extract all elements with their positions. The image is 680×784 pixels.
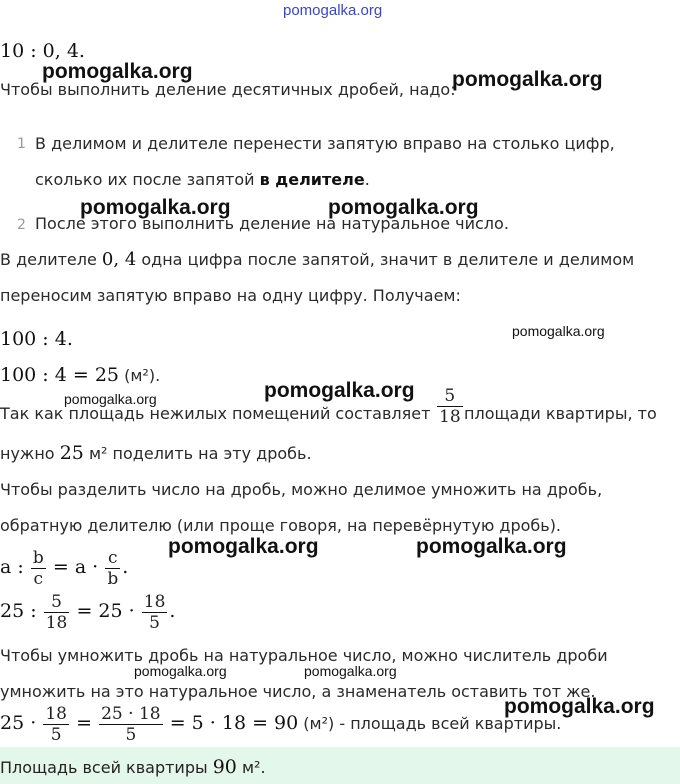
watermark: pomogalka.org: [304, 663, 397, 679]
math-line-1: 10 : 0, 4.: [0, 40, 85, 62]
fraction: $\frac{5}{18}$: [439, 386, 461, 427]
paragraph: переносим запятую вправо на одну цифру. Получаем:: [0, 286, 461, 305]
list-number: 1: [17, 136, 26, 152]
watermark: pomogalka.org: [168, 535, 319, 558]
paragraph: нужно 25 м² поделить на эту дробь.: [0, 442, 312, 464]
watermark: pomogalka.org: [42, 60, 193, 83]
watermark: pomogalka.org: [64, 391, 157, 407]
paragraph: умножить на это натуральное число, а знаменатель оставить тот же.: [0, 682, 596, 701]
watermark-top: pomogalka.org: [283, 2, 383, 19]
list-number: 2: [17, 217, 26, 233]
watermark: pomogalka.org: [264, 379, 415, 402]
answer-box: [0, 747, 680, 784]
formula-division: 25 : $\frac{5}{18}$ = 25 · $\frac{18}{5}$ .: [0, 592, 176, 633]
watermark: pomogalka.org: [328, 196, 479, 219]
paragraph: Чтобы умножить дробь на натуральное число, можно числитель дроби: [0, 646, 608, 665]
math-line: 100 : 4 = 25 (м²).: [0, 364, 161, 386]
paragraph: площади квартиры, то: [464, 404, 657, 423]
watermark: pomogalka.org: [504, 695, 655, 718]
paragraph: Так как площадь нежилых помещений составляет: [0, 404, 431, 423]
paragraph: В делителе 0, 4 одна цифра после запятой, значит в делителе и делимом: [0, 249, 635, 270]
paragraph: Чтобы разделить число на дробь, можно делимое умножить на дробь,: [0, 480, 603, 499]
formula-result: 25 · $\frac{18}{5}$ = $\frac{25 \cdot 18}{5}$ = 5 · 18 = 90 (м²) - площадь всей квартиры.: [0, 704, 562, 745]
bold-text: в делителе: [259, 170, 365, 189]
paragraph: Чтобы выполнить деление десятичных дробей, надо:: [0, 80, 456, 99]
list-item-text: В делимом и делителе перенести запятую вправо на столько цифр,: [35, 134, 615, 153]
watermark: pomogalka.org: [80, 196, 231, 219]
formula-general: a : $\frac{b}{c}$ = a · $\frac{c}{b}$ .: [0, 548, 129, 589]
paragraph: обратную делителю (или проще говоря, на перевёрнутую дробь).: [0, 516, 562, 535]
answer-text: Площадь всей квартиры 90 м².: [0, 756, 266, 778]
math-line: 100 : 4.: [0, 328, 73, 350]
watermark: pomogalka.org: [134, 663, 227, 679]
list-item-text: сколько их после запятой в делителе.: [35, 170, 370, 189]
watermark: pomogalka.org: [512, 323, 605, 339]
watermark: pomogalka.org: [416, 535, 567, 558]
list-item-text: После этого выполнить деление на натуральное число.: [35, 214, 509, 233]
watermark: pomogalka.org: [452, 68, 603, 91]
